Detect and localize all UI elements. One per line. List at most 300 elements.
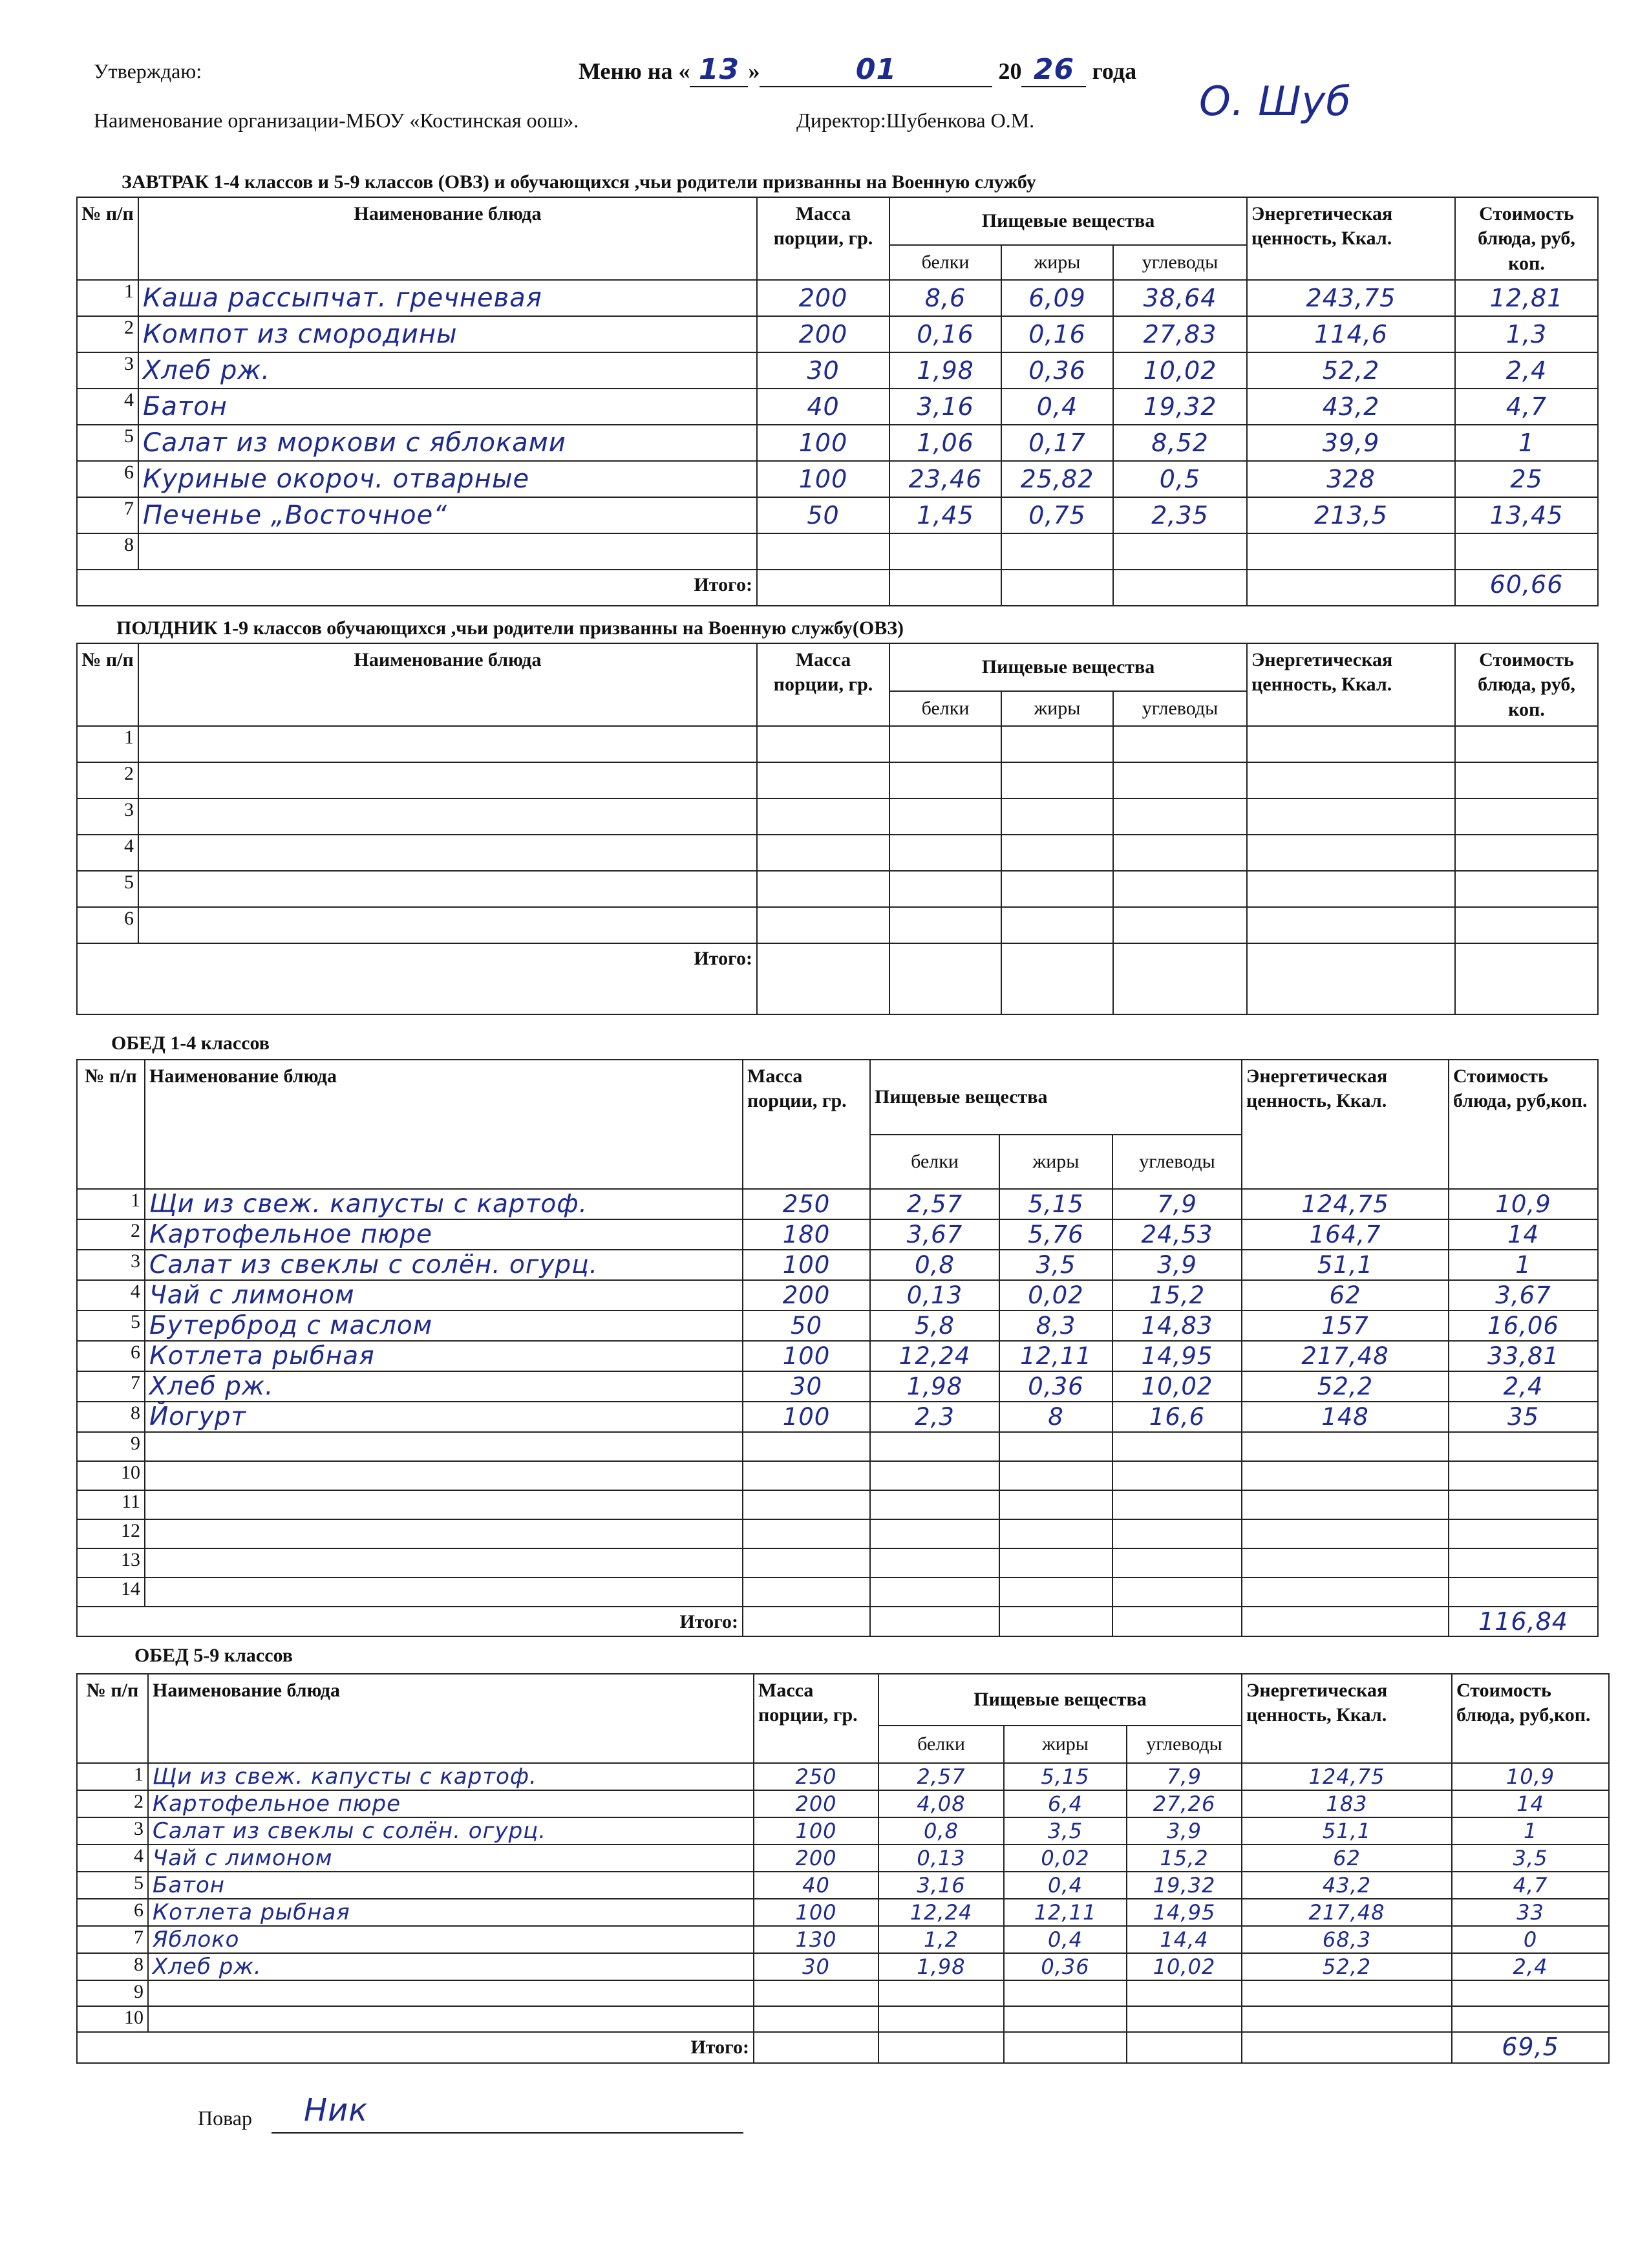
dish-protein <box>878 1980 1004 2006</box>
dish-cost <box>1455 762 1598 798</box>
dish-mass: 130 <box>754 1926 878 1953</box>
dish-cost: 33 <box>1452 1899 1609 1926</box>
dish-fat <box>1004 1980 1127 2006</box>
row-number: 3 <box>77 352 138 389</box>
year-word: года <box>1092 58 1137 84</box>
dish-energy <box>1247 871 1455 907</box>
dish-fat: 12,11 <box>999 1341 1112 1371</box>
dish-carbs: 7,9 <box>1127 1763 1242 1790</box>
dish-fat: 0,75 <box>1001 497 1113 533</box>
dish-name: Картофельное пюре <box>145 1219 743 1250</box>
table-row <box>77 1371 1598 1402</box>
dish-name: Хлеб рж. <box>138 352 757 389</box>
row-number: 7 <box>77 1371 145 1402</box>
dish-energy: 217,48 <box>1242 1341 1449 1371</box>
dish-carbs: 27,83 <box>1113 316 1247 352</box>
total-empty-cell <box>1001 943 1113 1014</box>
dish-cost: 1,3 <box>1455 316 1598 352</box>
dish-cost: 2,4 <box>1452 1953 1609 1980</box>
dish-fat: 0,4 <box>1004 1926 1127 1953</box>
row-number: 7 <box>77 1926 148 1953</box>
dish-fat: 25,82 <box>1001 461 1113 497</box>
row-number: 4 <box>77 1280 145 1311</box>
dish-mass <box>743 1548 870 1578</box>
dish-energy: 157 <box>1242 1311 1449 1341</box>
dish-cost: 13,45 <box>1455 497 1598 533</box>
director-name: Директор:Шубенкова О.М. <box>796 109 1035 132</box>
dish-name <box>138 762 757 798</box>
dish-carbs <box>1112 1578 1242 1607</box>
dish-energy: 148 <box>1242 1402 1449 1432</box>
dish-carbs <box>1113 726 1247 762</box>
table-row <box>77 1980 1609 2006</box>
dish-carbs: 38,64 <box>1113 280 1247 316</box>
dish-fat: 8 <box>999 1402 1112 1432</box>
col-header-name: Наименование блюда <box>138 643 757 726</box>
dish-protein: 1,06 <box>889 425 1001 461</box>
dish-energy <box>1242 1578 1449 1607</box>
dish-carbs <box>1112 1548 1242 1578</box>
dish-cost: 1 <box>1452 1817 1609 1845</box>
table-row <box>77 533 1598 570</box>
dish-cost: 3,5 <box>1452 1845 1609 1872</box>
dish-fat: 0,02 <box>1004 1845 1127 1872</box>
dish-cost <box>1455 907 1598 943</box>
dish-fat: 3,5 <box>1004 1817 1127 1845</box>
dish-cost: 4,7 <box>1455 389 1598 425</box>
dish-protein <box>870 1519 999 1548</box>
dish-mass: 50 <box>743 1311 870 1341</box>
dish-fat <box>999 1578 1112 1607</box>
dish-fat <box>1001 726 1113 762</box>
dish-carbs: 14,95 <box>1127 1899 1242 1926</box>
section-title-lunch-5-9: ОБЕД 5-9 классов <box>134 1645 293 1666</box>
approve-label: Утверждаю: <box>94 59 202 83</box>
dish-mass: 200 <box>754 1845 878 1872</box>
dish-fat <box>1001 835 1113 871</box>
director-signature: О. Шуб <box>1199 78 1352 125</box>
dish-name: Хлеб рж. <box>145 1371 743 1402</box>
dish-carbs <box>1112 1490 1242 1519</box>
dish-cost: 33,81 <box>1449 1341 1598 1371</box>
col-header-num: № п/п <box>77 197 138 280</box>
col-header-num: № п/п <box>77 1674 148 1763</box>
dish-mass: 30 <box>743 1371 870 1402</box>
table-row <box>77 1578 1598 1607</box>
dish-energy <box>1247 726 1455 762</box>
table-row <box>77 1790 1609 1817</box>
dish-name: Батон <box>148 1872 754 1899</box>
dish-mass: 40 <box>757 389 889 425</box>
col-header-cost: Стоимость блюда, руб,коп. <box>1449 1060 1598 1189</box>
dish-name: Салат из свеклы с солён. огурц. <box>148 1817 754 1845</box>
dish-name: Щи из свеж. капусты с картоф. <box>148 1763 754 1790</box>
table-row <box>77 835 1598 871</box>
dish-mass <box>757 835 889 871</box>
dish-name <box>138 871 757 907</box>
dish-name: Чай с лимоном <box>145 1280 743 1311</box>
dish-energy <box>1247 762 1455 798</box>
dish-mass <box>743 1461 870 1490</box>
cook-signature-line <box>271 2132 743 2134</box>
table-row <box>77 1845 1609 1872</box>
lunch-5-9-table <box>76 1673 1610 2064</box>
col-header-carbs: углеводы <box>1112 1135 1242 1189</box>
col-header-num: № п/п <box>77 1060 145 1189</box>
total-empty-cell <box>870 1607 999 1636</box>
dish-energy: 114,6 <box>1247 316 1455 352</box>
quote-open: « <box>678 58 690 84</box>
dish-energy <box>1242 1519 1449 1548</box>
col-header-name: Наименование блюда <box>148 1674 754 1763</box>
dish-fat <box>999 1432 1112 1461</box>
dish-energy: 243,75 <box>1247 280 1455 316</box>
header-row <box>77 1060 1598 1135</box>
dish-carbs: 15,2 <box>1112 1280 1242 1311</box>
dish-protein <box>889 798 1001 835</box>
section-title-breakfast: ЗАВТРАК 1-4 классов и 5-9 классов (ОВЗ) и обучающихся ,чьи родители призванны на Военную службу <box>122 171 1036 193</box>
dish-fat: 0,36 <box>1001 352 1113 389</box>
dish-name: Чай с лимоном <box>148 1845 754 1872</box>
total-empty-cell <box>889 570 1001 606</box>
total-empty-cell <box>1113 570 1247 606</box>
total-empty-cell <box>1112 1607 1242 1636</box>
total-row <box>77 1607 1598 1636</box>
total-value <box>1455 943 1598 1014</box>
dish-energy: 39,9 <box>1247 425 1455 461</box>
dish-carbs <box>1113 871 1247 907</box>
dish-carbs <box>1113 907 1247 943</box>
dish-mass: 100 <box>757 461 889 497</box>
dish-fat: 3,5 <box>999 1250 1112 1280</box>
dish-carbs: 8,52 <box>1113 425 1247 461</box>
dish-mass: 200 <box>757 280 889 316</box>
dish-energy: 52,2 <box>1247 352 1455 389</box>
row-number: 5 <box>77 871 138 907</box>
dish-protein: 1,98 <box>878 1953 1004 1980</box>
total-value: 69,5 <box>1452 2032 1609 2063</box>
dish-carbs: 16,6 <box>1112 1402 1242 1432</box>
dish-carbs: 14,83 <box>1112 1311 1242 1341</box>
dish-name <box>145 1519 743 1548</box>
row-number: 5 <box>77 1872 148 1899</box>
col-header-carbs: углеводы <box>1113 691 1247 726</box>
dish-name: Куриные окорoч. отварные <box>138 461 757 497</box>
total-label: Итого: <box>77 2032 754 2063</box>
dish-carbs <box>1113 798 1247 835</box>
dish-fat: 0,17 <box>1001 425 1113 461</box>
dish-fat: 0,4 <box>1001 389 1113 425</box>
col-header-name: Наименование блюда <box>138 197 757 280</box>
dish-energy <box>1242 2006 1452 2032</box>
dish-name: Картофельное пюре <box>148 1790 754 1817</box>
dish-cost: 25 <box>1455 461 1598 497</box>
row-number: 14 <box>77 1578 145 1607</box>
dish-cost <box>1449 1519 1598 1548</box>
row-number: 2 <box>77 1790 148 1817</box>
menu-day: 13 <box>690 53 748 87</box>
dish-energy <box>1247 835 1455 871</box>
total-row <box>77 2032 1609 2063</box>
total-empty-cell <box>1247 570 1455 606</box>
table-row <box>77 497 1598 533</box>
header-row <box>77 197 1598 245</box>
col-header-mass: Масса порции, гр. <box>743 1060 870 1189</box>
dish-energy: 43,2 <box>1242 1872 1452 1899</box>
dish-fat: 0,36 <box>999 1371 1112 1402</box>
dish-name <box>148 1980 754 2006</box>
col-header-energy: Энергетическая ценность, Ккал. <box>1242 1060 1449 1189</box>
row-number: 10 <box>77 2006 148 2032</box>
dish-fat: 0,36 <box>1004 1953 1127 1980</box>
dish-cost: 1 <box>1449 1250 1598 1280</box>
dish-mass <box>743 1578 870 1607</box>
total-empty-cell <box>1127 2032 1242 2063</box>
dish-fat <box>1001 533 1113 570</box>
dish-fat <box>1001 871 1113 907</box>
dish-energy <box>1242 1490 1449 1519</box>
dish-protein: 12,24 <box>878 1899 1004 1926</box>
dish-carbs <box>1112 1432 1242 1461</box>
dish-mass: 100 <box>743 1402 870 1432</box>
dish-protein: 3,16 <box>889 389 1001 425</box>
dish-fat: 8,3 <box>999 1311 1112 1341</box>
row-number: 8 <box>77 533 138 570</box>
col-header-protein: белки <box>889 691 1001 726</box>
dish-fat: 5,15 <box>999 1189 1112 1219</box>
dish-energy: 62 <box>1242 1845 1452 1872</box>
dish-mass: 250 <box>743 1189 870 1219</box>
total-label: Итого: <box>77 943 757 1014</box>
table-row <box>77 280 1598 316</box>
dish-mass: 30 <box>757 352 889 389</box>
dish-cost: 1 <box>1455 425 1598 461</box>
row-number: 2 <box>77 762 138 798</box>
dish-fat <box>999 1490 1112 1519</box>
table-row <box>77 1280 1598 1311</box>
dish-cost <box>1455 798 1598 835</box>
dish-name: Печенье „Восточное“ <box>138 497 757 533</box>
table-row <box>77 1219 1598 1250</box>
quote-close: » <box>748 58 760 84</box>
table-row <box>77 1432 1598 1461</box>
dish-protein: 4,08 <box>878 1790 1004 1817</box>
col-header-fat: жиры <box>1004 1726 1127 1763</box>
col-header-fat: жиры <box>1001 245 1113 280</box>
row-number: 1 <box>77 1189 145 1219</box>
dish-cost: 2,4 <box>1455 352 1598 389</box>
col-header-fat: жиры <box>999 1135 1112 1189</box>
dish-name: Йогурт <box>145 1402 743 1432</box>
dish-name <box>138 835 757 871</box>
dish-name: Бутерброд с маслом <box>145 1311 743 1341</box>
col-header-protein: белки <box>878 1726 1004 1763</box>
dish-carbs: 24,53 <box>1112 1219 1242 1250</box>
dish-cost: 35 <box>1449 1402 1598 1432</box>
total-empty-cell <box>754 2032 878 2063</box>
dish-mass: 100 <box>743 1341 870 1371</box>
dish-carbs: 10,02 <box>1127 1953 1242 1980</box>
dish-energy <box>1247 907 1455 943</box>
dish-fat <box>1001 762 1113 798</box>
dish-fat <box>999 1461 1112 1490</box>
dish-cost <box>1455 726 1598 762</box>
dish-carbs <box>1113 835 1247 871</box>
dish-protein <box>889 835 1001 871</box>
total-empty-cell <box>757 570 889 606</box>
dish-name <box>138 533 757 570</box>
menu-month: 01 <box>760 53 992 87</box>
table-row <box>77 316 1598 352</box>
dish-protein <box>889 533 1001 570</box>
dish-fat <box>1004 2006 1127 2032</box>
dish-protein <box>870 1432 999 1461</box>
dish-name: Котлета рыбная <box>148 1899 754 1926</box>
dish-cost <box>1452 1980 1609 2006</box>
dish-name: Хлеб рж. <box>148 1953 754 1980</box>
table-row <box>77 2006 1609 2032</box>
dish-cost <box>1449 1432 1598 1461</box>
org-name: Наименование организации-МБОУ «Костинская оош». <box>94 109 579 132</box>
dish-cost: 10,9 <box>1449 1189 1598 1219</box>
row-number: 1 <box>77 280 138 316</box>
col-header-mass: Масса порции, гр. <box>757 197 889 280</box>
dish-mass: 200 <box>757 316 889 352</box>
dish-cost: 10,9 <box>1452 1763 1609 1790</box>
dish-carbs: 0,5 <box>1113 461 1247 497</box>
dish-energy: 124,75 <box>1242 1763 1452 1790</box>
dish-cost <box>1449 1490 1598 1519</box>
dish-protein <box>889 871 1001 907</box>
total-empty-cell <box>757 943 889 1014</box>
total-empty-cell <box>1247 943 1455 1014</box>
dish-mass: 50 <box>757 497 889 533</box>
table-row <box>77 1872 1609 1899</box>
table-row <box>77 1953 1609 1980</box>
year-prefix: 20 <box>998 58 1022 84</box>
col-header-mass: Масса порции, гр. <box>754 1674 878 1763</box>
dish-name: Каша рассыпчат. гречневая <box>138 280 757 316</box>
total-row <box>77 570 1598 606</box>
row-number: 3 <box>77 1250 145 1280</box>
dish-protein: 3,16 <box>878 1872 1004 1899</box>
dish-carbs: 14,4 <box>1127 1926 1242 1953</box>
lunch-1-4-table <box>76 1059 1599 1637</box>
total-empty-cell <box>1242 2032 1452 2063</box>
row-number: 7 <box>77 497 138 533</box>
dish-energy <box>1242 1548 1449 1578</box>
dish-protein <box>870 1578 999 1607</box>
dish-carbs: 27,26 <box>1127 1790 1242 1817</box>
dish-cost: 14 <box>1452 1790 1609 1817</box>
row-number: 1 <box>77 1763 148 1790</box>
col-header-nutrients: Пищевые вещества <box>889 643 1247 691</box>
dish-protein <box>889 762 1001 798</box>
dish-energy: 217,48 <box>1242 1899 1452 1926</box>
row-number: 9 <box>77 1980 148 2006</box>
col-header-mass: Масса порции, гр. <box>757 643 889 726</box>
dish-energy <box>1242 1461 1449 1490</box>
row-number: 8 <box>77 1402 145 1432</box>
dish-protein <box>878 2006 1004 2032</box>
dish-protein: 1,2 <box>878 1926 1004 1953</box>
menu-date-line <box>579 53 1136 87</box>
row-number: 4 <box>77 389 138 425</box>
dish-mass: 200 <box>743 1280 870 1311</box>
dish-cost: 0 <box>1452 1926 1609 1953</box>
col-header-energy: Энергетическая ценность, Ккал. <box>1247 197 1455 280</box>
dish-name <box>145 1490 743 1519</box>
dish-mass <box>743 1490 870 1519</box>
dish-name <box>138 726 757 762</box>
dish-carbs <box>1113 533 1247 570</box>
row-number: 4 <box>77 835 138 871</box>
dish-cost: 2,4 <box>1449 1371 1598 1402</box>
dish-mass: 180 <box>743 1219 870 1250</box>
total-empty-cell <box>1242 1607 1449 1636</box>
dish-protein <box>889 907 1001 943</box>
dish-energy: 68,3 <box>1242 1926 1452 1953</box>
dish-energy <box>1247 533 1455 570</box>
menu-prefix: Меню на <box>579 58 673 84</box>
section-title-lunch-1-4: ОБЕД 1-4 классов <box>111 1032 270 1054</box>
dish-mass <box>757 871 889 907</box>
table-row <box>77 1926 1609 1953</box>
dish-name: Яблоко <box>148 1926 754 1953</box>
table-row <box>77 871 1598 907</box>
dish-cost: 3,67 <box>1449 1280 1598 1311</box>
col-header-nutrients: Пищевые вещества <box>889 197 1247 245</box>
dish-protein: 1,98 <box>889 352 1001 389</box>
row-number: 6 <box>77 1899 148 1926</box>
dish-protein: 1,98 <box>870 1371 999 1402</box>
dish-energy <box>1242 1980 1452 2006</box>
dish-cost: 16,06 <box>1449 1311 1598 1341</box>
dish-protein <box>889 726 1001 762</box>
dish-protein: 0,16 <box>889 316 1001 352</box>
dish-mass <box>757 798 889 835</box>
table-row <box>77 1899 1609 1926</box>
row-number: 5 <box>77 425 138 461</box>
total-label: Итого: <box>77 1607 743 1636</box>
dish-mass: 250 <box>754 1763 878 1790</box>
dish-mass: 100 <box>757 425 889 461</box>
dish-mass: 100 <box>743 1250 870 1280</box>
table-row <box>77 762 1598 798</box>
dish-protein: 0,13 <box>878 1845 1004 1872</box>
col-header-name: Наименование блюда <box>145 1060 743 1189</box>
dish-energy: 43,2 <box>1247 389 1455 425</box>
dish-energy: 52,2 <box>1242 1953 1452 1980</box>
dish-mass: 100 <box>754 1899 878 1926</box>
table-row <box>77 1519 1598 1548</box>
dish-carbs <box>1112 1461 1242 1490</box>
cook-signature: Ник <box>304 2092 368 2128</box>
table-row <box>77 389 1598 425</box>
row-number: 13 <box>77 1548 145 1578</box>
dish-fat: 0,16 <box>1001 316 1113 352</box>
dish-cost <box>1455 533 1598 570</box>
dish-carbs: 10,02 <box>1112 1371 1242 1402</box>
dish-carbs: 14,95 <box>1112 1341 1242 1371</box>
dish-carbs <box>1112 1519 1242 1548</box>
dish-name <box>138 798 757 835</box>
dish-protein: 2,57 <box>870 1189 999 1219</box>
dish-name <box>138 907 757 943</box>
dish-name: Щи из свеж. капусты с картоф. <box>145 1189 743 1219</box>
row-number: 8 <box>77 1953 148 1980</box>
dish-fat: 5,15 <box>1004 1763 1127 1790</box>
